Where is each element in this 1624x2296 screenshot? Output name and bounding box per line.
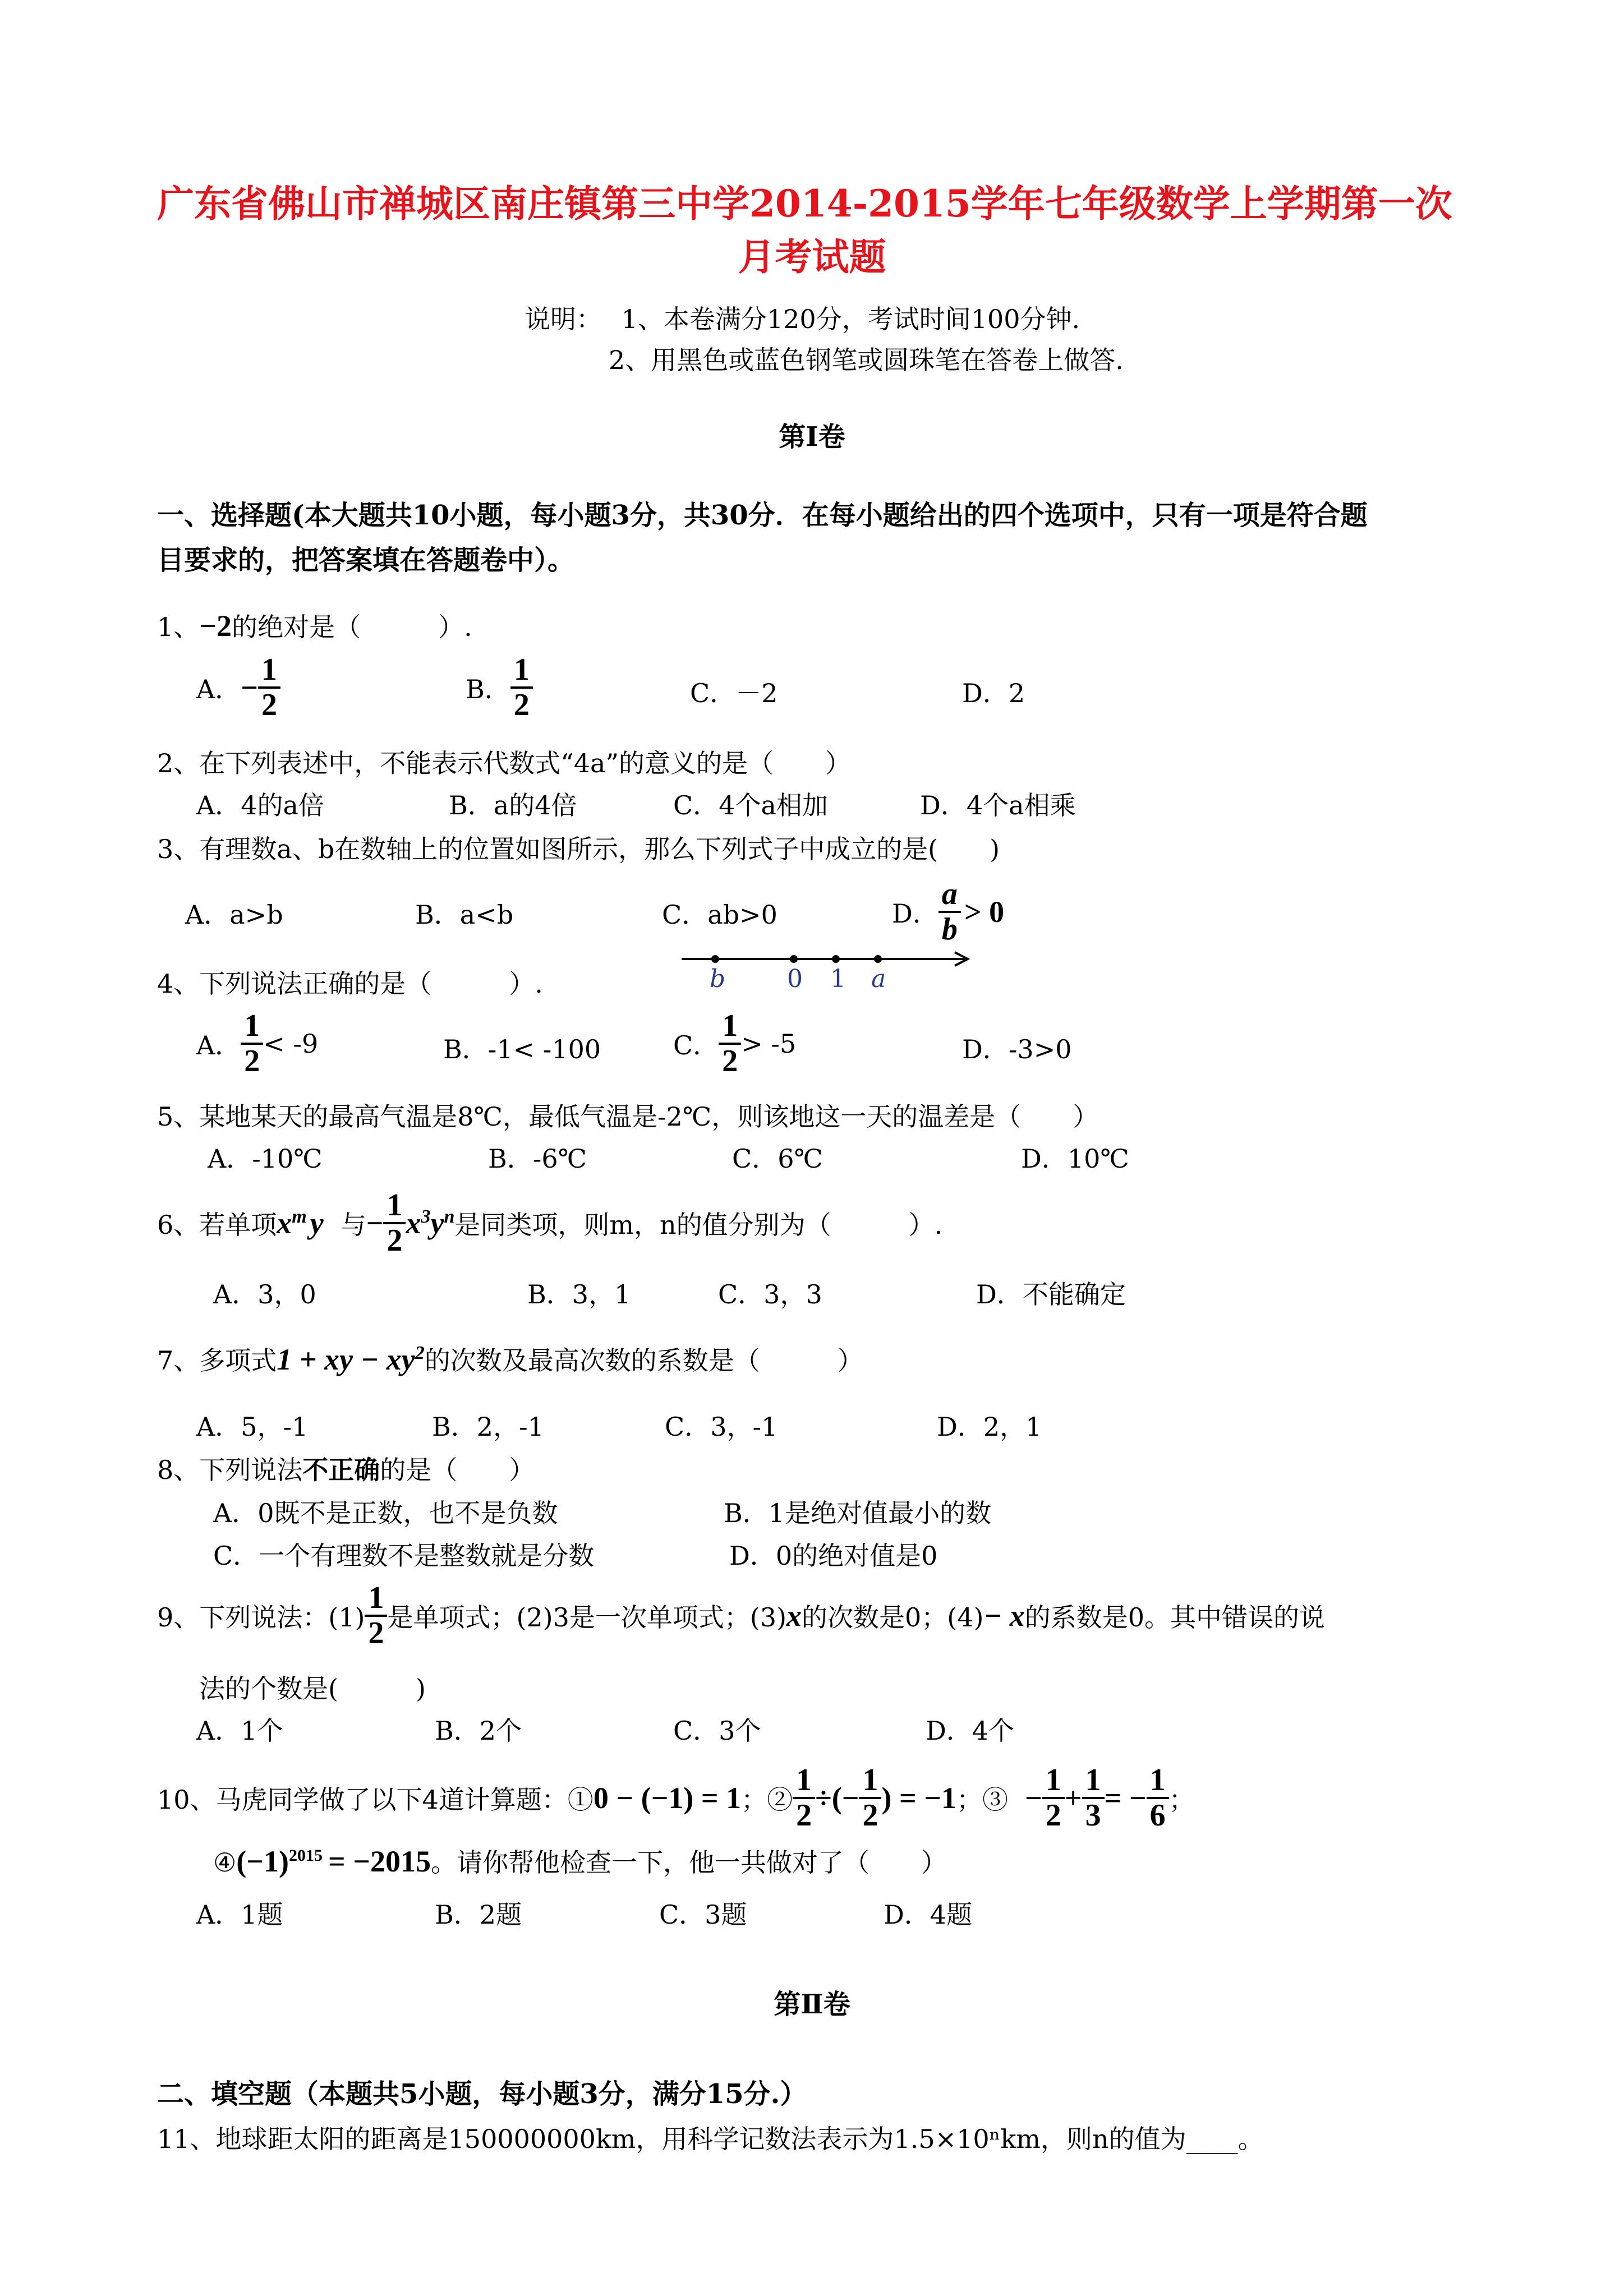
q1-a-frac: [258, 653, 280, 722]
q1-b-den: 2: [513, 687, 530, 722]
q9-stem: [157, 1582, 1325, 1650]
q5-stem: 5、某地某天的最高气温是8℃，最低气温是-2℃，则该地这一天的温差是（ ）: [157, 1101, 1099, 1132]
q1-a-sign: −: [241, 670, 259, 704]
q5-option-a: A．-10℃: [208, 1144, 323, 1174]
q10-sep3: ；: [1168, 1784, 1195, 1815]
q4-a-frac: [241, 1009, 263, 1078]
q6-frac-num: 1: [383, 1189, 406, 1224]
q6-option-b: B．3，1: [527, 1279, 631, 1310]
q8-stem-pre: 8、下列说法: [157, 1455, 303, 1485]
q1-b-num: 1: [510, 653, 533, 689]
notes-label: [525, 299, 1080, 336]
q4-a-den: 2: [244, 1043, 260, 1078]
q9-frac: [365, 1582, 387, 1650]
axis-label-a: a: [871, 965, 886, 993]
q4-c-frac: [719, 1009, 741, 1078]
q10-e2-op: ÷(−: [815, 1781, 859, 1815]
q3-option-c: C．ab>0: [662, 900, 778, 930]
q9-frac-num: 1: [365, 1582, 387, 1617]
q10-e4-tail: = −2015: [328, 1845, 431, 1878]
q10-e2b-frac: [859, 1764, 881, 1832]
q10-option-b: B．2题: [435, 1899, 522, 1930]
q10-option-c: C．3题: [659, 1899, 747, 1930]
q10-e2b-den: 2: [862, 1797, 878, 1833]
q1-option-d: D．2: [962, 678, 1025, 708]
section-1-line2: 目要求的，把答案填在答题卷中）。: [157, 545, 575, 576]
q6-stem-post: 是同类项，则m，n的值分别为（ ）.: [454, 1209, 943, 1240]
q8-stem-post: 的是（ ）: [380, 1455, 535, 1485]
note-1: 1、本卷满分120分，考试时间100分钟.: [621, 304, 1080, 334]
section-1-line1: 一、选择题(本大题共10小题，每小题3分，共30分．在每小题给出的四个选项中，只有一项是符合题: [157, 500, 1368, 531]
q10-e2a-den: 2: [796, 1797, 812, 1833]
q4-option-a: [196, 1009, 318, 1078]
notes-label-text: 说明：: [525, 304, 602, 334]
q10-e3a-frac: [1042, 1764, 1065, 1832]
part-2-heading: 第Ⅱ卷: [774, 1989, 850, 2020]
q6-term1-x: x: [277, 1206, 292, 1240]
q10-expr1: 0 − (−1) = 1: [593, 1781, 742, 1815]
axis-label-one: 1: [830, 965, 846, 993]
q8-option-a: A．0既不是正数，也不是负数: [213, 1498, 558, 1528]
q1-option-c: C．－2: [690, 678, 778, 708]
q3-d-rest: > 0: [964, 895, 1005, 929]
q10-e3c-frac: [1147, 1764, 1169, 1832]
q4-option-c: [673, 1009, 796, 1078]
q1-option-a: [196, 653, 280, 722]
q10-e3b-frac: [1082, 1764, 1105, 1832]
q4-option-b: B．-1< -100: [443, 1034, 601, 1064]
q6-term2: [406, 1206, 454, 1240]
q8-option-d: D．0的绝对值是0: [729, 1541, 938, 1571]
q6-term1: [277, 1206, 323, 1240]
q10-l2-post: 。请你帮他检查一下，他一共做对了（ ）: [431, 1847, 947, 1878]
q9-x1: x: [786, 1598, 802, 1633]
section-2-heading: 二、填空题（本题共5小题，每小题3分，满分15分.）: [157, 2078, 807, 2110]
q10-option-a: A．1题: [196, 1899, 283, 1930]
q9-x2: − x: [983, 1598, 1025, 1633]
q1-a-label: A．: [196, 674, 241, 704]
q4-a-label: A．: [196, 1030, 241, 1061]
q10-e4-base: (−1): [236, 1845, 289, 1878]
q7-expr: [277, 1343, 424, 1376]
q4-c-rest: > -5: [741, 1028, 797, 1059]
q1-a-num: 1: [258, 653, 280, 689]
q3-option-d: [892, 878, 1004, 946]
q7-option-d: D．2，1: [937, 1412, 1042, 1442]
q2-option-b: B．a的4倍: [449, 790, 577, 820]
q9-option-d: D．4个: [926, 1716, 1015, 1746]
q2-option-d: D．4个a相乘: [920, 790, 1076, 820]
q9-option-b: B．2个: [435, 1716, 522, 1746]
q10-e2a-num: 1: [793, 1764, 815, 1799]
q6-frac: [383, 1189, 406, 1257]
exam-title-line2: 月考试题: [738, 235, 886, 279]
q7-stem: [157, 1340, 863, 1377]
q1-math: −2: [199, 609, 232, 643]
part-1-heading: 第Ⅰ卷: [779, 421, 845, 453]
q3-d-label: D．: [892, 898, 938, 929]
q10-sep2: ；③: [956, 1784, 1009, 1815]
q9-stem-post: 的系数是0。其中错误的说: [1024, 1602, 1325, 1633]
exam-title-line1: 广东省佛山市禅城区南庄镇第三中学2014-2015学年七年级数学上学期第一次: [157, 182, 1452, 225]
q10-e3a-den: 2: [1045, 1797, 1061, 1833]
note-2: 2、用黑色或蓝色钢笔或圆珠笔在答卷上做答.: [609, 345, 1124, 375]
q9-option-a: A．1个: [196, 1716, 283, 1746]
q4-c-num: 1: [719, 1009, 741, 1045]
q4-c-den: 2: [722, 1043, 738, 1078]
q8-option-c: C．一个有理数不是整数就是分数: [213, 1541, 595, 1571]
q7-expr-sup: 2: [415, 1343, 425, 1363]
q1-a-den: 2: [261, 687, 278, 722]
q4-option-d: D．-3>0: [962, 1034, 1072, 1064]
q11-stem: 11、地球距太阳的距离是150000000km，用科学记数法表示为1.5×10ⁿkm，则n的值为____。: [157, 2124, 1264, 2154]
q10-stem-line2: [213, 1842, 947, 1879]
q6-option-a: A．3，0: [213, 1279, 316, 1310]
q10-e4-sup: 2015: [289, 1846, 323, 1865]
q8-stem: [157, 1450, 535, 1487]
q2-option-c: C．4个a相加: [673, 790, 828, 820]
q10-e3-eq: = −: [1104, 1781, 1147, 1815]
q10-e3b-den: 3: [1085, 1797, 1101, 1833]
q10-e2a-frac: [793, 1764, 815, 1832]
q10-e3b-num: 1: [1082, 1764, 1105, 1799]
q9-frac-den: 2: [368, 1615, 384, 1650]
q1-stem: [157, 607, 472, 644]
q6-stem: [157, 1189, 942, 1257]
q3-d-num: a: [938, 878, 961, 913]
q2-option-a: A．4的a倍: [196, 790, 324, 820]
q5-option-d: D．10℃: [1021, 1144, 1129, 1174]
q6-term1-y: y: [310, 1206, 324, 1240]
q9-stem-mid2: 的次数是0；(4): [802, 1602, 984, 1633]
q6-term1-sup: m: [292, 1206, 307, 1227]
q7-option-b: B．2，-1: [432, 1412, 544, 1442]
q10-stem-pre: 10、马虎同学做了以下4道计算题：①: [157, 1784, 594, 1815]
q1-b-frac: [510, 653, 533, 722]
q1-stem-text: 的绝对是（ ）.: [232, 612, 472, 642]
q10-e3a-num: 1: [1042, 1764, 1065, 1799]
q10-e2b-num: 1: [859, 1764, 881, 1799]
q2-stem: 2、在下列表述中，不能表示代数式“4a”的意义的是（ ）: [157, 748, 851, 778]
q1-option-b: [466, 653, 533, 722]
q8-option-b: B．1是绝对值最小的数: [724, 1498, 992, 1528]
q6-term2-x: x: [406, 1206, 421, 1240]
q5-option-b: B．-6℃: [488, 1144, 587, 1174]
axis-label-b: b: [710, 965, 726, 993]
q1-number: 1、: [157, 612, 200, 642]
q4-a-num: 1: [241, 1009, 263, 1045]
q3-d-frac: [938, 878, 961, 946]
q10-stem: [157, 1764, 1195, 1832]
q6-mid: 与: [340, 1209, 366, 1240]
q3-d-den: b: [941, 911, 958, 947]
q8-stem-bold: 不正确: [302, 1455, 380, 1485]
q10-e3-op: +: [1064, 1781, 1082, 1815]
q7-stem-post: 的次数及最高次数的系数是（ ）: [424, 1345, 863, 1376]
q10-e3c-den: 6: [1149, 1797, 1166, 1833]
q4-c-label: C．: [673, 1030, 719, 1061]
q3-stem: 3、有理数a、b在数轴上的位置如图所示，那么下列式子中成立的是( ): [157, 834, 1000, 864]
q7-expr-text: 1 + xy − xy: [277, 1343, 415, 1376]
q10-l2-pre: ④: [213, 1847, 237, 1878]
q9-stem-pre: 9、下列说法：(1): [157, 1602, 365, 1633]
q6-term2-y: y: [430, 1206, 444, 1240]
q10-e3c-num: 1: [1147, 1764, 1169, 1799]
q6-term2-sup2: n: [444, 1206, 455, 1227]
q10-e2-tail: ) = −1: [881, 1781, 957, 1815]
q9-stem-line2: 法的个数是( ): [199, 1673, 426, 1704]
q5-option-c: C．6℃: [732, 1144, 823, 1174]
q10-expr4: [236, 1845, 431, 1878]
q9-option-c: C．3个: [673, 1716, 761, 1746]
q7-stem-pre: 7、多项式: [157, 1345, 277, 1376]
q9-stem-mid1: 是单项式；(2)3是一次单项式；(3): [387, 1602, 787, 1633]
q6-frac-den: 2: [387, 1223, 403, 1258]
q6-stem-pre: 6、若单项: [157, 1209, 277, 1240]
q6-sign: −: [366, 1206, 384, 1240]
q7-option-a: A．5，-1: [196, 1412, 309, 1442]
q6-term2-sup: 3: [421, 1206, 431, 1227]
q3-option-b: B．a<b: [415, 900, 514, 930]
q10-e3-sign: −: [1025, 1781, 1042, 1815]
q4-a-rest: < -9: [263, 1028, 319, 1059]
q7-option-c: C．3，-1: [665, 1412, 778, 1442]
q6-option-c: C．3，3: [718, 1279, 822, 1310]
axis-label-zero: 0: [787, 965, 803, 993]
q10-option-d: D．4题: [884, 1899, 973, 1930]
q6-option-d: D．不能确定: [976, 1279, 1126, 1310]
q1-b-label: B．: [466, 674, 510, 704]
q3-option-a: A．a>b: [185, 900, 283, 930]
q10-sep1: ；②: [741, 1784, 793, 1815]
q4-stem: 4、下列说法正确的是（ ）.: [157, 969, 543, 999]
